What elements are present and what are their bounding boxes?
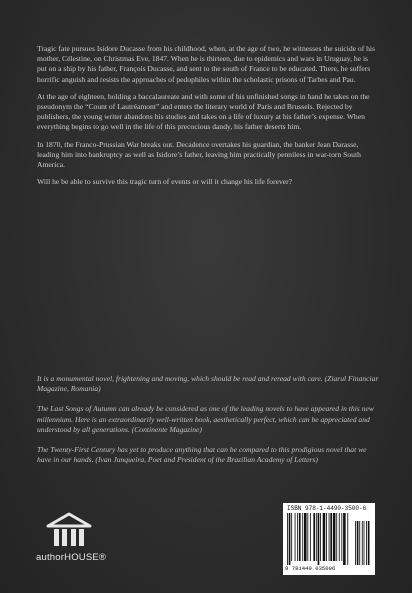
barcode-bar [313, 513, 315, 561]
publisher-name: authorHOUSE® [36, 552, 107, 563]
barcode-bar [320, 513, 321, 561]
publisher-logo [36, 512, 106, 568]
house-columns-icon [46, 512, 92, 550]
barcode-bar [307, 513, 308, 561]
barcode-bar [316, 513, 317, 561]
barcode-supplement-bar [366, 521, 367, 565]
barcode-supplement-bar [368, 521, 370, 565]
synopsis-paragraph-3: In 1870, the Franco-Prussian War breaks out. Decadence overtakes his guardian, the banker Jean Darasse, leading him into bankruptcy as well as Isidore’s father, leaving him practically penniless in war-torn South America. [37, 139, 361, 170]
barcode-bar [326, 513, 327, 561]
barcode-bar [347, 513, 348, 565]
barcode-bar [343, 513, 346, 565]
barcode-bar [329, 513, 330, 561]
barcode-bar [318, 513, 320, 565]
barcode-supplement-bar [359, 521, 360, 565]
barcode-supplement-bar [364, 521, 365, 565]
barcode-supplement-bar [362, 521, 363, 565]
barcode-supplement-bar [355, 521, 356, 565]
barcode-bar [291, 513, 292, 561]
barcode-bar [341, 513, 342, 561]
synopsis-paragraph-2: At the age of eighteen, holding a baccalaureate and with some of his unfinished songs in hand he takes on the pseudonym the “Count of Lautréamont” and enters the literary world of Paris and Brussels. Rejected by publishers, the young writer abandons his studies and takes on a life of luxury at his father’s expense. When everything begins to go well in the life of this precocious dandy, his father deserts him. [37, 91, 370, 132]
review-quotes [37, 374, 379, 475]
barcode-bar [299, 513, 301, 561]
barcode-bar [333, 513, 336, 561]
review-quote-2: The Last Songs of Autumn can already be considered as one of the leading novels to have appeared in this new millennium. Here is an extraordinarily well-written book, aesthetically perfect, which can be appreciated and understood by all generations. (Continente Magazine) [37, 404, 374, 434]
isbn-label: ISBN 978-1-4490-3500-6 [287, 505, 367, 512]
barcode-bar [295, 513, 296, 561]
barcode-bar [289, 513, 291, 565]
review-quote-3: The Twenty-First Century has yet to produce anything that can be compared to this prodigious novel that we have in our hands. (Ivan Junqueira, Poet and President of the Brazilian Academy of Letters) [37, 445, 367, 465]
barcode-bar [304, 513, 307, 561]
barcode-bar [310, 513, 311, 561]
synopsis-paragraph-1: Tragic fate pursues Isidore Ducasse from his childhood, when, at the age of two, he witnesses the suicide of his mother, Célestine, on Christmas Eve, 1847. When he is thirteen, due to epidemics and wars in Uruguay, he is put on a ship by his father, François Ducasse, and sent to the south of France to be educated. There, he suffers horrific anguish and resists the approaches of pedophiles within the scholastic prisons of Tarbes and Pau. [37, 44, 375, 84]
barcode-bar [330, 513, 332, 561]
barcode-bar [297, 513, 298, 561]
synopsis [37, 44, 377, 194]
barcode-supplement-bar [357, 521, 359, 565]
barcode-bar [287, 513, 288, 565]
ean-digits: 9 781449 035006 [285, 565, 336, 572]
barcode-bars [287, 513, 371, 565]
review-quote-1: It is a monumental novel, frightening and moving, which should be read and reread with care. (Ziarul Financiar Magazine, Romania) [37, 374, 379, 394]
barcode-bar [323, 513, 326, 561]
synopsis-paragraph-4: Will he be able to survive this tragic turn of events or will it change his life forever? [37, 177, 293, 187]
isbn-barcode [283, 503, 375, 575]
barcode-bar [339, 513, 340, 561]
barcode-bar [302, 513, 303, 561]
barcode-bar [336, 513, 337, 561]
